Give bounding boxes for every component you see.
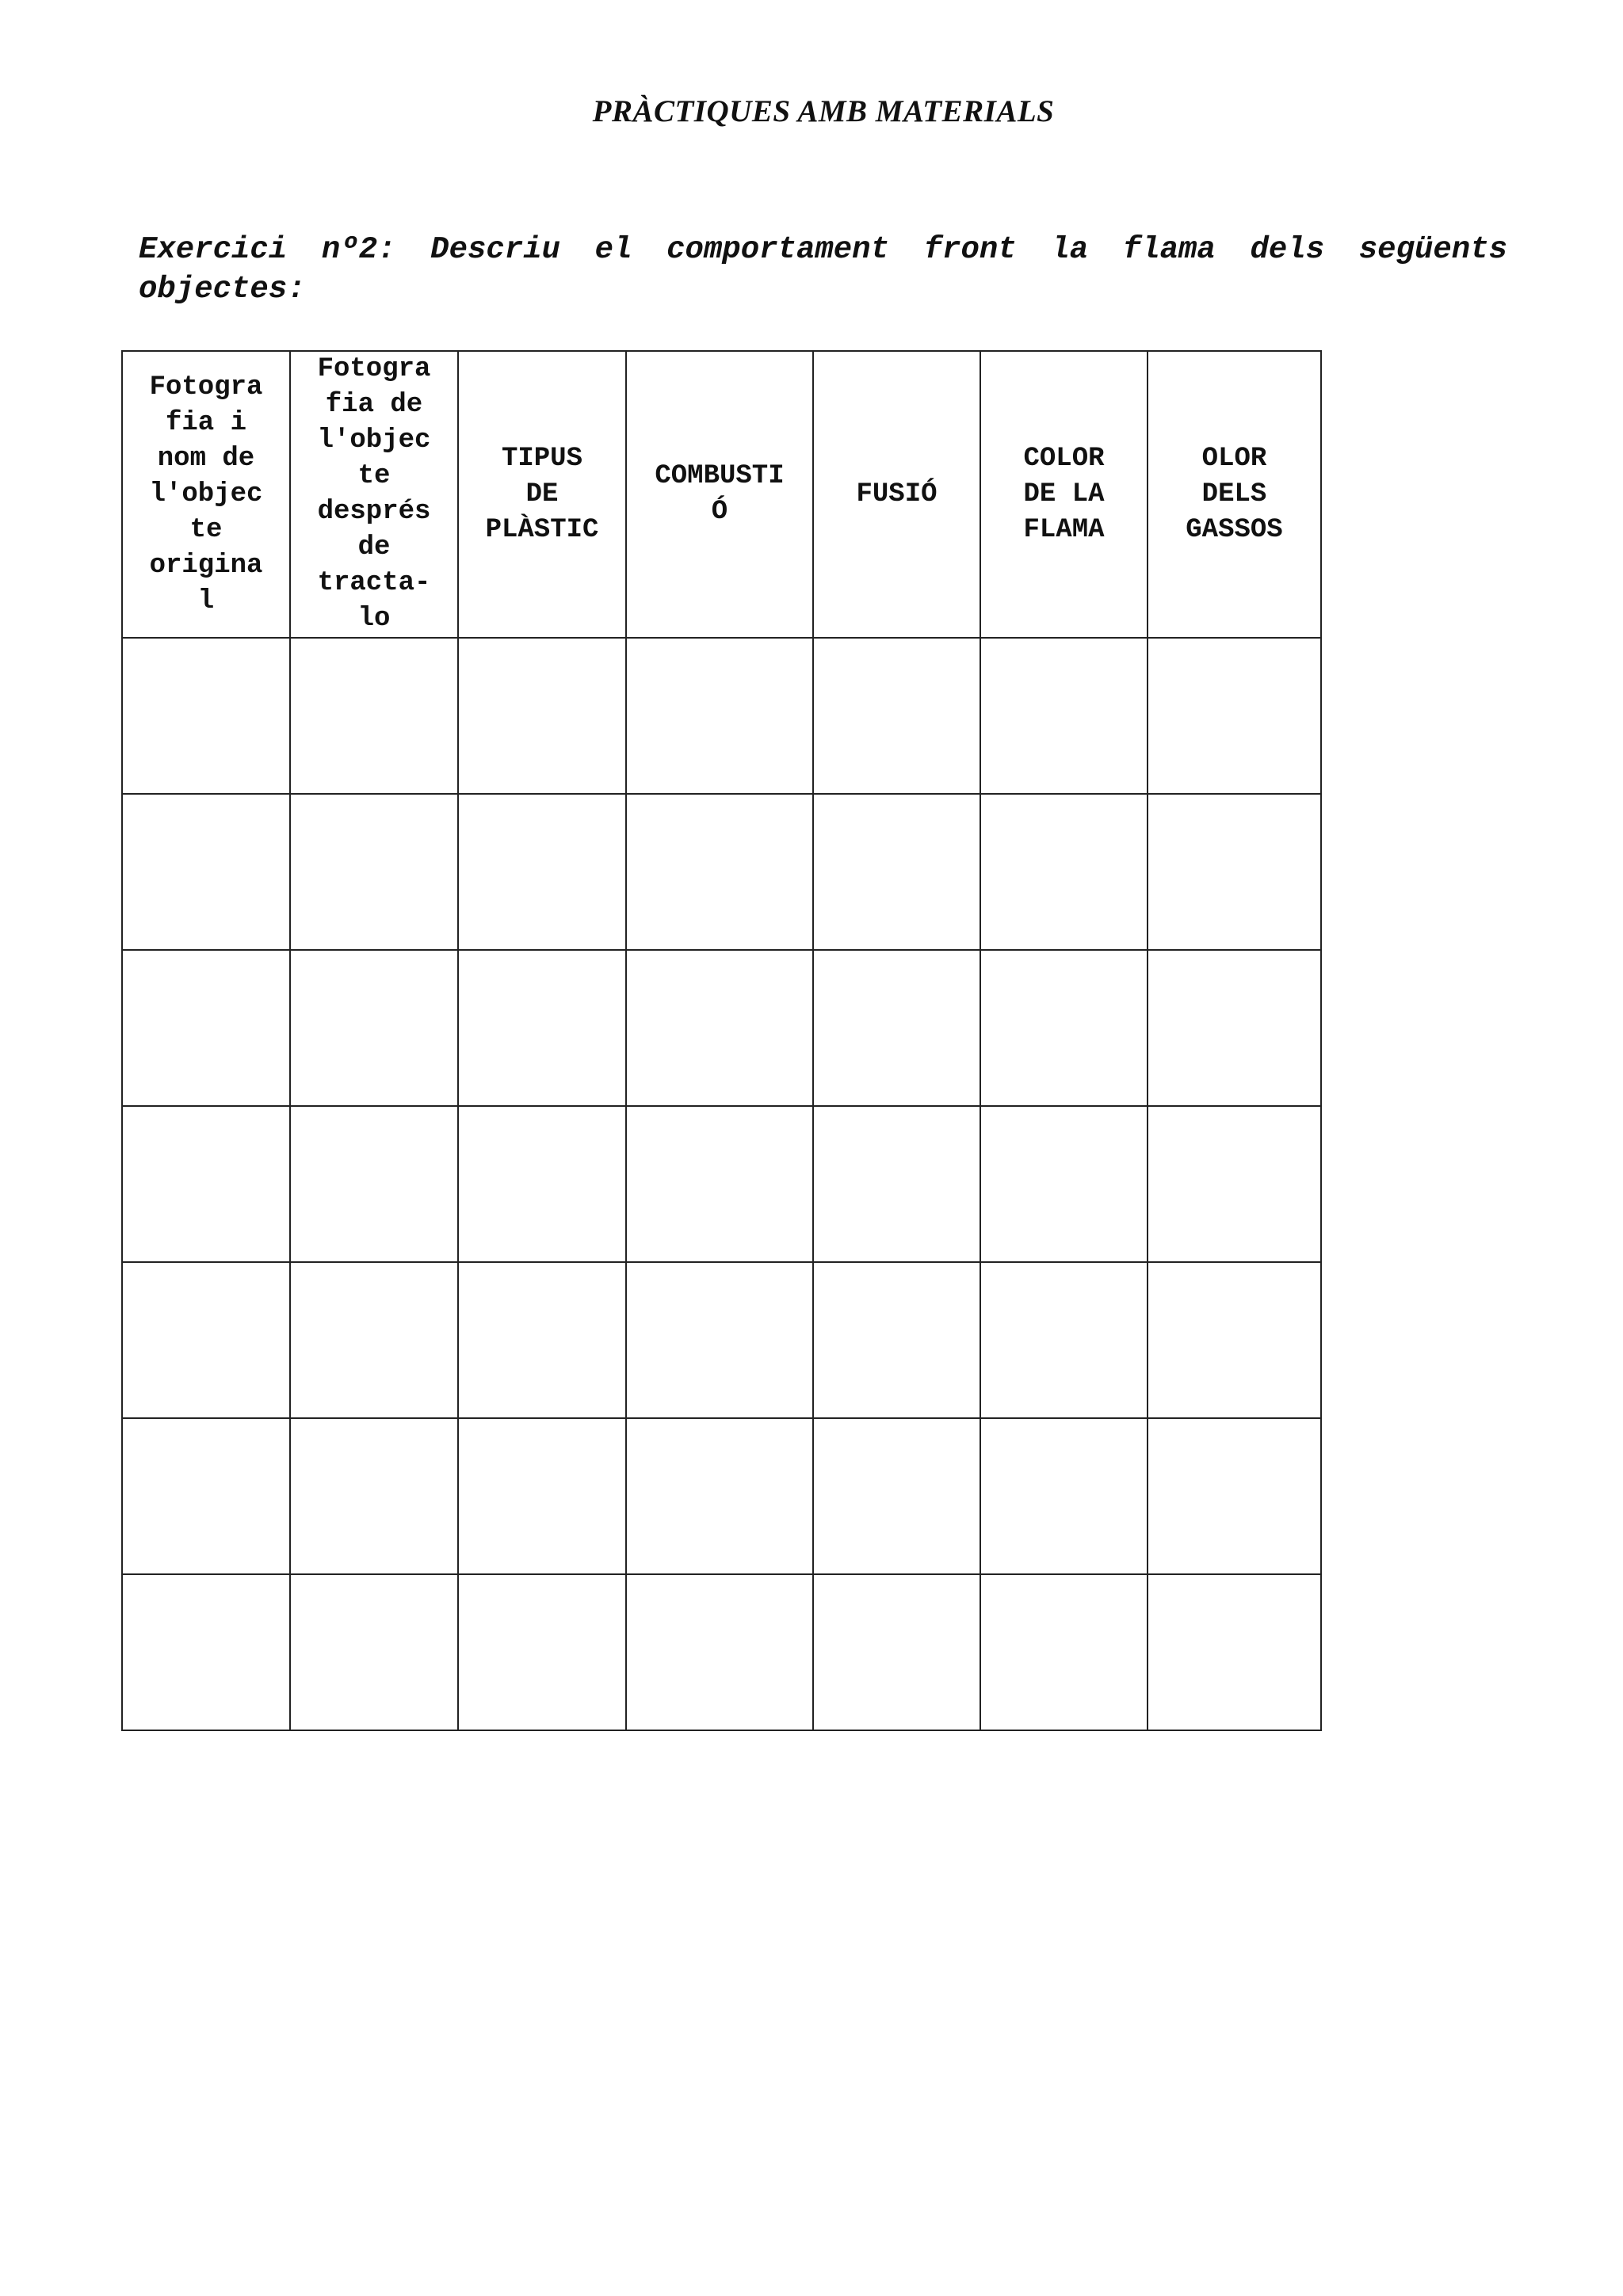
header-row: [122, 351, 1321, 638]
answer-cell[interactable]: [290, 1106, 458, 1262]
answer-cell[interactable]: [813, 1574, 980, 1730]
header-cell-flame-color: [980, 351, 1148, 638]
header-label: TIPUS DE PLÀSTIC: [485, 443, 599, 545]
header-label: COLOR DE LA FLAMA: [1023, 443, 1105, 545]
answer-cell[interactable]: [813, 1262, 980, 1418]
header-label: FUSIÓ: [856, 479, 938, 509]
answer-cell[interactable]: [122, 1418, 290, 1574]
answer-cell[interactable]: [458, 1574, 626, 1730]
worksheet-table: [121, 350, 1322, 1731]
answer-cell[interactable]: [626, 638, 813, 794]
answer-cell[interactable]: [290, 1418, 458, 1574]
answer-cell[interactable]: [290, 638, 458, 794]
answer-cell[interactable]: [122, 1574, 290, 1730]
header-cell-gas-smell: [1148, 351, 1321, 638]
answer-cell[interactable]: [1148, 1262, 1321, 1418]
answer-cell[interactable]: [122, 1106, 290, 1262]
header-cell-original-photo: [122, 351, 290, 638]
answer-cell[interactable]: [122, 1262, 290, 1418]
answer-cell[interactable]: [458, 1106, 626, 1262]
answer-cell[interactable]: [980, 950, 1148, 1106]
table-row: [122, 638, 1321, 794]
answer-cell[interactable]: [122, 794, 290, 950]
answer-cell[interactable]: [626, 794, 813, 950]
answer-cell[interactable]: [458, 638, 626, 794]
table-row: [122, 1574, 1321, 1730]
answer-cell[interactable]: [290, 1574, 458, 1730]
table-row: [122, 1262, 1321, 1418]
table-row: [122, 1418, 1321, 1574]
answer-cell[interactable]: [1148, 638, 1321, 794]
answer-cell[interactable]: [626, 950, 813, 1106]
answer-cell[interactable]: [1148, 1106, 1321, 1262]
table-body: [122, 638, 1321, 1730]
header-cell-combustion: [626, 351, 813, 638]
header-label: Fotogra fia de l'objec te després de tracta- lo: [317, 354, 431, 634]
answer-cell[interactable]: [980, 1418, 1148, 1574]
answer-cell[interactable]: [980, 1262, 1148, 1418]
answer-cell[interactable]: [458, 794, 626, 950]
header-label: OLOR DELS GASSOS: [1186, 443, 1283, 545]
table-row: [122, 950, 1321, 1106]
answer-cell[interactable]: [290, 950, 458, 1106]
header-cell-plastic-type: [458, 351, 626, 638]
answer-cell[interactable]: [626, 1106, 813, 1262]
header-label: COMBUSTI Ó: [655, 461, 785, 527]
answer-cell[interactable]: [626, 1418, 813, 1574]
answer-cell[interactable]: [813, 638, 980, 794]
answer-cell[interactable]: [626, 1574, 813, 1730]
answer-cell[interactable]: [458, 950, 626, 1106]
answer-cell[interactable]: [458, 1418, 626, 1574]
answer-cell[interactable]: [813, 950, 980, 1106]
table-row: [122, 794, 1321, 950]
answer-cell[interactable]: [458, 1262, 626, 1418]
answer-cell[interactable]: [122, 638, 290, 794]
answer-cell[interactable]: [980, 638, 1148, 794]
answer-cell[interactable]: [1148, 1418, 1321, 1574]
page-title: PRÀCTIQUES AMB MATERIALS: [592, 94, 1055, 128]
answer-cell[interactable]: [290, 794, 458, 950]
answer-cell[interactable]: [1148, 950, 1321, 1106]
header-cell-fusion: [813, 351, 980, 638]
table-row: [122, 1106, 1321, 1262]
answer-cell[interactable]: [980, 1106, 1148, 1262]
answer-cell[interactable]: [813, 794, 980, 950]
answer-cell[interactable]: [813, 1418, 980, 1574]
header-label: Fotogra fia i nom de l'objec te origina l: [149, 372, 263, 616]
answer-cell[interactable]: [290, 1262, 458, 1418]
exercise-instruction: Exercici nº2: Descriu el comportament front la flama dels següents objectes:: [139, 232, 1507, 307]
answer-cell[interactable]: [122, 950, 290, 1106]
answer-cell[interactable]: [1148, 794, 1321, 950]
answer-cell[interactable]: [1148, 1574, 1321, 1730]
header-cell-treated-photo: [290, 351, 458, 638]
answer-cell[interactable]: [980, 794, 1148, 950]
answer-cell[interactable]: [626, 1262, 813, 1418]
answer-cell[interactable]: [813, 1106, 980, 1262]
answer-cell[interactable]: [980, 1574, 1148, 1730]
